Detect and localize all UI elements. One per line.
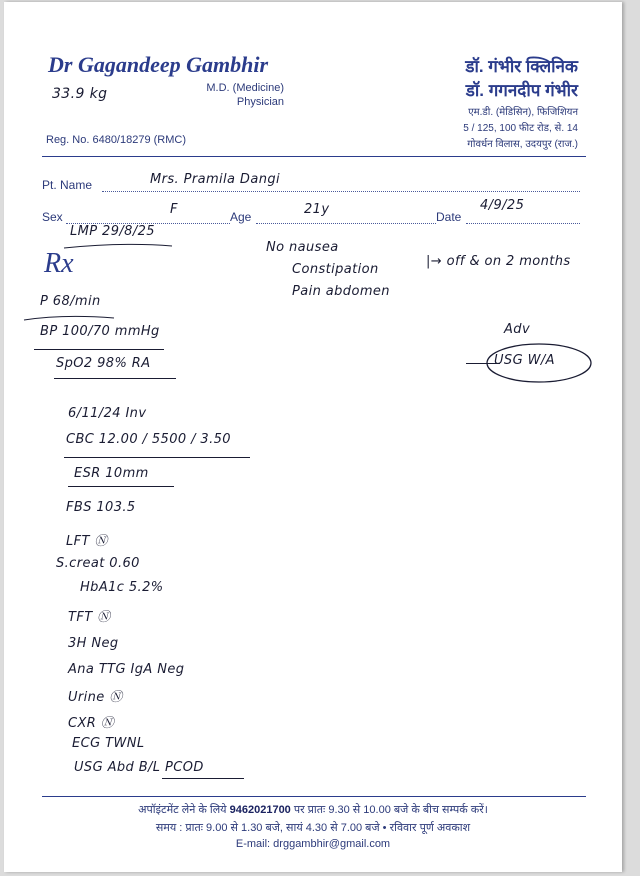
hw-duration: |→ off & on 2 months — [426, 254, 571, 269]
hw-3h: 3H Neg — [68, 636, 119, 651]
age-line — [256, 223, 436, 224]
appointment-phone: 9462021700 — [229, 804, 291, 816]
appointment-line — [4, 802, 622, 817]
header-divider — [42, 156, 586, 157]
cbc-underline — [64, 457, 250, 458]
esr-underline — [68, 486, 174, 487]
qualification: M.D. (Medicine) — [206, 82, 284, 94]
spo2-underline — [54, 378, 176, 379]
hw-cbc: CBC 12.00 / 5500 / 3.50 — [66, 432, 231, 447]
email-line: E-mail: drggambhir@gmail.com — [235, 838, 391, 850]
hw-pulse: P 68/min — [40, 294, 101, 309]
bp-underline — [34, 349, 164, 350]
hw-esr: ESR 10mm — [74, 466, 149, 481]
hw-complaint-1: No nausea — [266, 240, 339, 255]
hw-complaint-3: Pain abdomen — [292, 284, 390, 299]
hw-s-creat: S.creat 0.60 — [56, 556, 140, 571]
lmp-underline-mark — [64, 244, 172, 248]
pcod-underline — [162, 778, 244, 779]
pulse-underline-mark — [24, 316, 114, 320]
pt-name-label: Pt. Name — [42, 178, 93, 192]
timing-line: समय : प्रातः 9.00 से 1.30 बजे, सायं 4.30 से 7.00 बजे • रविवार पूर्ण अवकाश — [155, 822, 471, 834]
qualification-hindi: एम.डी. (मेडिसिन), फिजिशियन — [468, 107, 578, 118]
hw-usg: USG W/A — [494, 353, 555, 368]
hw-hba1c: HbA1c 5.2% — [80, 580, 164, 595]
appointment-post: पर प्रातः 9.30 से 10.00 बजे के बीच सम्पर्क करें। — [293, 804, 488, 816]
hw-sex: F — [170, 202, 178, 217]
hw-date: 4/9/25 — [480, 198, 525, 213]
clinic-name-hindi: डॉ. गंभीर क्लिनिक — [465, 57, 578, 76]
address-line-1: 5 / 125, 100 फीट रोड, से. 14 — [463, 123, 578, 134]
hw-weight: 33.9 kg — [52, 86, 108, 102]
hw-advice: Adv — [504, 322, 531, 337]
hw-ecg: ECG TWNL — [72, 736, 145, 751]
sex-label: Sex — [42, 210, 63, 224]
hw-age: 21y — [304, 202, 330, 217]
hw-urine: Urine Ⓝ — [68, 690, 123, 705]
hw-usg-abdomen: USG Abd B/L PCOD — [74, 760, 204, 775]
hw-investigation-date: 6/11/24 Inv — [68, 406, 147, 421]
prescription-sheet — [4, 2, 622, 872]
registration-number: Reg. No. 6480/18279 (RMC) — [46, 134, 187, 146]
age-label: Age — [230, 210, 252, 224]
date-line — [466, 223, 580, 224]
hw-complaint-2: Constipation — [292, 262, 379, 277]
hw-ana-ttg: Ana TTG IgA Neg — [68, 662, 185, 677]
hw-bp: BP 100/70 mmHg — [40, 324, 160, 339]
hw-patient-name: Mrs. Pramila Dangi — [150, 172, 281, 187]
doctor-title: Physician — [236, 96, 284, 108]
footer-divider — [42, 796, 586, 797]
doctor-name: Dr Gagandeep Gambhir — [48, 52, 269, 77]
hw-tft: TFT Ⓝ — [68, 610, 111, 625]
hw-lft: LFT Ⓝ — [66, 534, 108, 549]
appointment-pre: अपॉइंटमेंट लेने के लिये — [138, 804, 227, 816]
date-label: Date — [436, 210, 462, 224]
hw-fbs: FBS 103.5 — [66, 500, 136, 515]
doctor-name-hindi: डॉ. गगनदीप गंभीर — [465, 81, 578, 100]
hw-lmp: LMP 29/8/25 — [70, 224, 155, 239]
hw-cxr: CXR Ⓝ — [68, 716, 115, 731]
hw-spo2: SpO2 98% RA — [56, 356, 151, 371]
rx-symbol: Rx — [44, 248, 74, 279]
pt-name-line — [102, 191, 580, 192]
address-line-2: गोवर्धन विलास, उदयपुर (राज.) — [467, 139, 578, 150]
